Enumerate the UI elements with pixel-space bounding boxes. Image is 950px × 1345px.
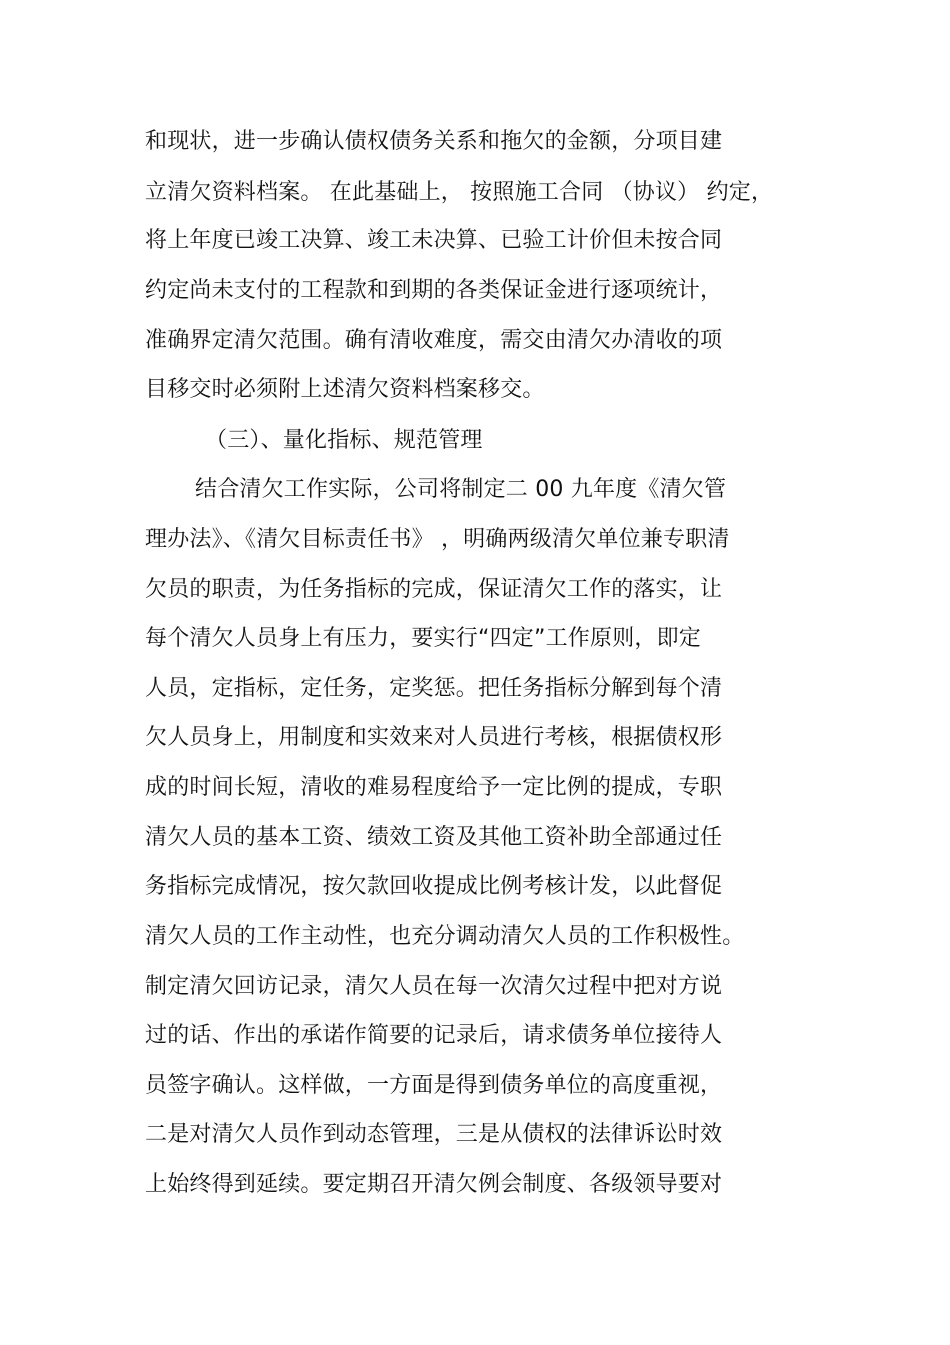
section-heading: （三）、量化指标、规范管理 — [205, 428, 483, 453]
body-text-line: 人员，定指标，定任务，定奖惩。把任务指标分解到每个清 — [145, 676, 723, 701]
body-text-line: 理办法》、《清欠目标责任书》 ，明确两级清欠单位兼专职清 — [145, 527, 730, 552]
body-text-line: 清欠人员的工作主动性，也充分调动清欠人员的工作积极性。 — [145, 924, 745, 949]
body-text-line: 务指标完成情况，按欠款回收提成比例考核计发，以此督促 — [145, 874, 723, 899]
body-text-line: 上始终得到延续。要定期召开清欠例会制度、各级领导要对 — [145, 1172, 723, 1197]
body-text-line: 每个清欠人员身上有压力，要实行“四定”工作原则，即定 — [145, 626, 701, 651]
body-text-line: 欠人员身上，用制度和实效来对人员进行考核，根据债权形 — [145, 725, 723, 750]
body-text-line: 目移交时必须附上述清欠资料档案移交。 — [145, 377, 545, 402]
body-text-line: 和现状，进一步确认债权债务关系和拖欠的金额，分项目建 — [145, 129, 723, 154]
body-text-line: 欠员的职责，为任务指标的完成，保证清欠工作的落实，让 — [145, 577, 723, 602]
body-text-line: 过的话、作出的承诺作简要的记录后，请求债务单位接待人 — [145, 1023, 723, 1048]
body-text-line: 结合清欠工作实际，公司将制定二 00 九年度《清欠管 — [195, 477, 727, 502]
body-text-line: 员签字确认。这样做，一方面是得到债务单位的高度重视， — [145, 1073, 723, 1098]
body-text-line: 清欠人员的基本工资、绩效工资及其他工资补助全部通过任 — [145, 825, 723, 850]
body-text-line: 制定清欠回访记录，清欠人员在每一次清欠过程中把对方说 — [145, 974, 723, 999]
body-text-line: 立清欠资料档案。 在此基础上， 按照施工合同 （协议） 约定， — [145, 180, 774, 205]
body-text-line: 成的时间长短，清收的难易程度给予一定比例的提成，专职 — [145, 775, 723, 800]
body-text-line: 将上年度已竣工决算、竣工未决算、已验工计价但未按合同 — [145, 228, 723, 253]
body-text-line: 准确界定清欠范围。确有清收难度，需交由清欠办清收的项 — [145, 328, 723, 353]
body-text-line: 约定尚未支付的工程款和到期的各类保证金进行逐项统计， — [145, 278, 723, 303]
body-text-line: 二是对清欠人员作到动态管理，三是从债权的法律诉讼时效 — [145, 1122, 723, 1147]
